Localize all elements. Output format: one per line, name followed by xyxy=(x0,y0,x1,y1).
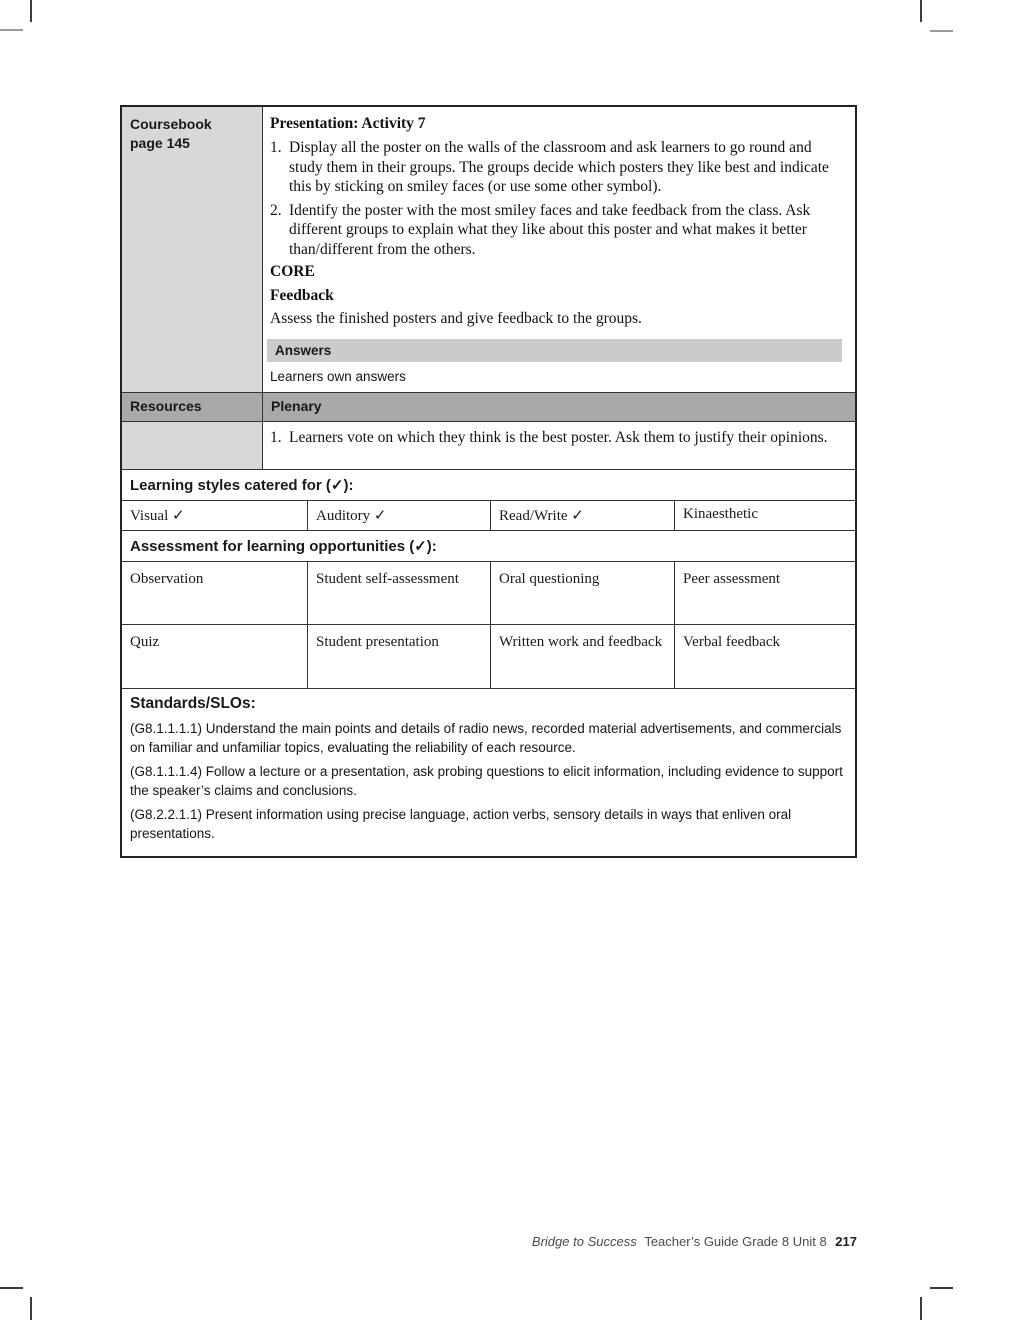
footer-series-title: Bridge to Success xyxy=(531,1234,637,1249)
core-label: CORE xyxy=(270,263,315,280)
feedback-label: Feedback xyxy=(270,287,334,304)
crop-mark-bottom-left-horizontal xyxy=(0,1287,23,1289)
crop-mark-bottom-right-vertical xyxy=(920,1297,922,1320)
answers-text: Learners own answers xyxy=(270,368,406,384)
plenary-step-1 xyxy=(270,428,845,448)
answers-label: Answers xyxy=(275,342,332,358)
presentation-heading: Presentation: Activity 7 xyxy=(270,115,426,132)
answers-header-bar xyxy=(267,339,842,362)
assessment-written-work: Written work and feedback xyxy=(490,625,674,688)
coursebook-label-line2: page 145 xyxy=(130,135,190,151)
standard-item-3: (G8.2.2.1.1) Present information using precise language, action verbs, sensory details in ways that enliven oral presentations. xyxy=(130,806,792,841)
resources-empty-cell xyxy=(122,422,262,469)
assessment-student-presentation: Student presentation xyxy=(307,625,490,688)
assessment-quiz: Quiz xyxy=(130,633,160,650)
resources-plenary-header-row xyxy=(122,392,855,421)
presentation-step-2 xyxy=(270,201,845,260)
assessment-heading: Assessment for learning opportunities (✓): xyxy=(130,537,437,555)
feedback-text: Assess the finished posters and give feedback to the groups. xyxy=(270,310,642,327)
coursebook-label-line1: Coursebook xyxy=(130,116,212,132)
step-text: Identify the poster with the most smiley faces and take feedback from the class. Ask different groups to explain what they like about this poster and what makes it better than/different from the others. xyxy=(289,201,811,258)
lesson-plan-table xyxy=(120,105,857,858)
coursebook-cell xyxy=(122,107,262,392)
crop-mark-top-left-horizontal xyxy=(0,29,23,31)
plenary-content-cell xyxy=(262,422,855,469)
plenary-header: Plenary xyxy=(262,393,855,421)
crop-mark-bottom-left-vertical xyxy=(30,1297,32,1320)
crop-mark-top-right-horizontal xyxy=(930,30,953,32)
page-footer xyxy=(532,1234,857,1249)
learning-styles-heading-row xyxy=(122,469,855,500)
footer-page-number: 217 xyxy=(835,1234,857,1249)
presentation-row xyxy=(122,107,855,392)
step-text: Learners vote on which they think is the best poster. Ask them to justify their opinions. xyxy=(289,428,828,446)
learning-styles-row xyxy=(122,500,855,530)
assessment-peer-assessment: Peer assessment xyxy=(674,562,855,624)
standard-item-1: (G8.1.1.1.1) Understand the main points and details of radio news, recorded material advertisements, and commercials on familiar and unfamiliar topics, evaluating the reliability of each resource. xyxy=(130,720,842,755)
learning-style-kinaesthetic: Kinaesthetic xyxy=(674,501,855,531)
assessment-oral-questioning: Oral questioning xyxy=(490,562,674,624)
learning-style-readwrite: Read/Write ✓ xyxy=(490,501,674,531)
crop-mark-top-right-vertical xyxy=(920,0,922,22)
assessment-self-assessment: Student self-assessment xyxy=(307,562,490,624)
plenary-content-row xyxy=(122,421,855,469)
presentation-cell xyxy=(262,107,855,392)
step-text: Display all the poster on the walls of the classroom and ask learners to go round and study them in their groups. The groups decide which posters they like best and indicate this by sticking on smiley faces (or use some other symbol). xyxy=(289,139,829,195)
presentation-step-1 xyxy=(270,138,845,197)
step-number: 2. xyxy=(270,201,282,219)
assessment-verbal-feedback: Verbal feedback xyxy=(674,625,855,688)
standards-heading: Standards/SLOs: xyxy=(130,694,256,712)
standard-item-2: (G8.1.1.1.4) Follow a lecture or a presentation, ask probing questions to elicit information, including evidence to support the speaker’s claims and conclusions. xyxy=(130,763,843,798)
learning-styles-heading: Learning styles catered for (✓): xyxy=(130,476,354,494)
footer-guide-text: Teacher’s Guide Grade 8 Unit 8 xyxy=(644,1234,827,1249)
standards-row xyxy=(122,688,855,856)
resources-header: Resources xyxy=(122,393,262,421)
step-number: 1. xyxy=(270,139,282,156)
learning-style-visual: Visual ✓ xyxy=(130,507,185,524)
crop-mark-bottom-right-horizontal xyxy=(930,1287,953,1289)
step-number: 1. xyxy=(270,428,282,446)
crop-mark-top-left-vertical xyxy=(30,0,32,22)
learning-style-auditory: Auditory ✓ xyxy=(307,501,490,531)
assessment-heading-row xyxy=(122,530,855,561)
assessment-observation: Observation xyxy=(130,570,204,587)
assessment-row-2 xyxy=(122,624,855,688)
assessment-row-1 xyxy=(122,561,855,624)
